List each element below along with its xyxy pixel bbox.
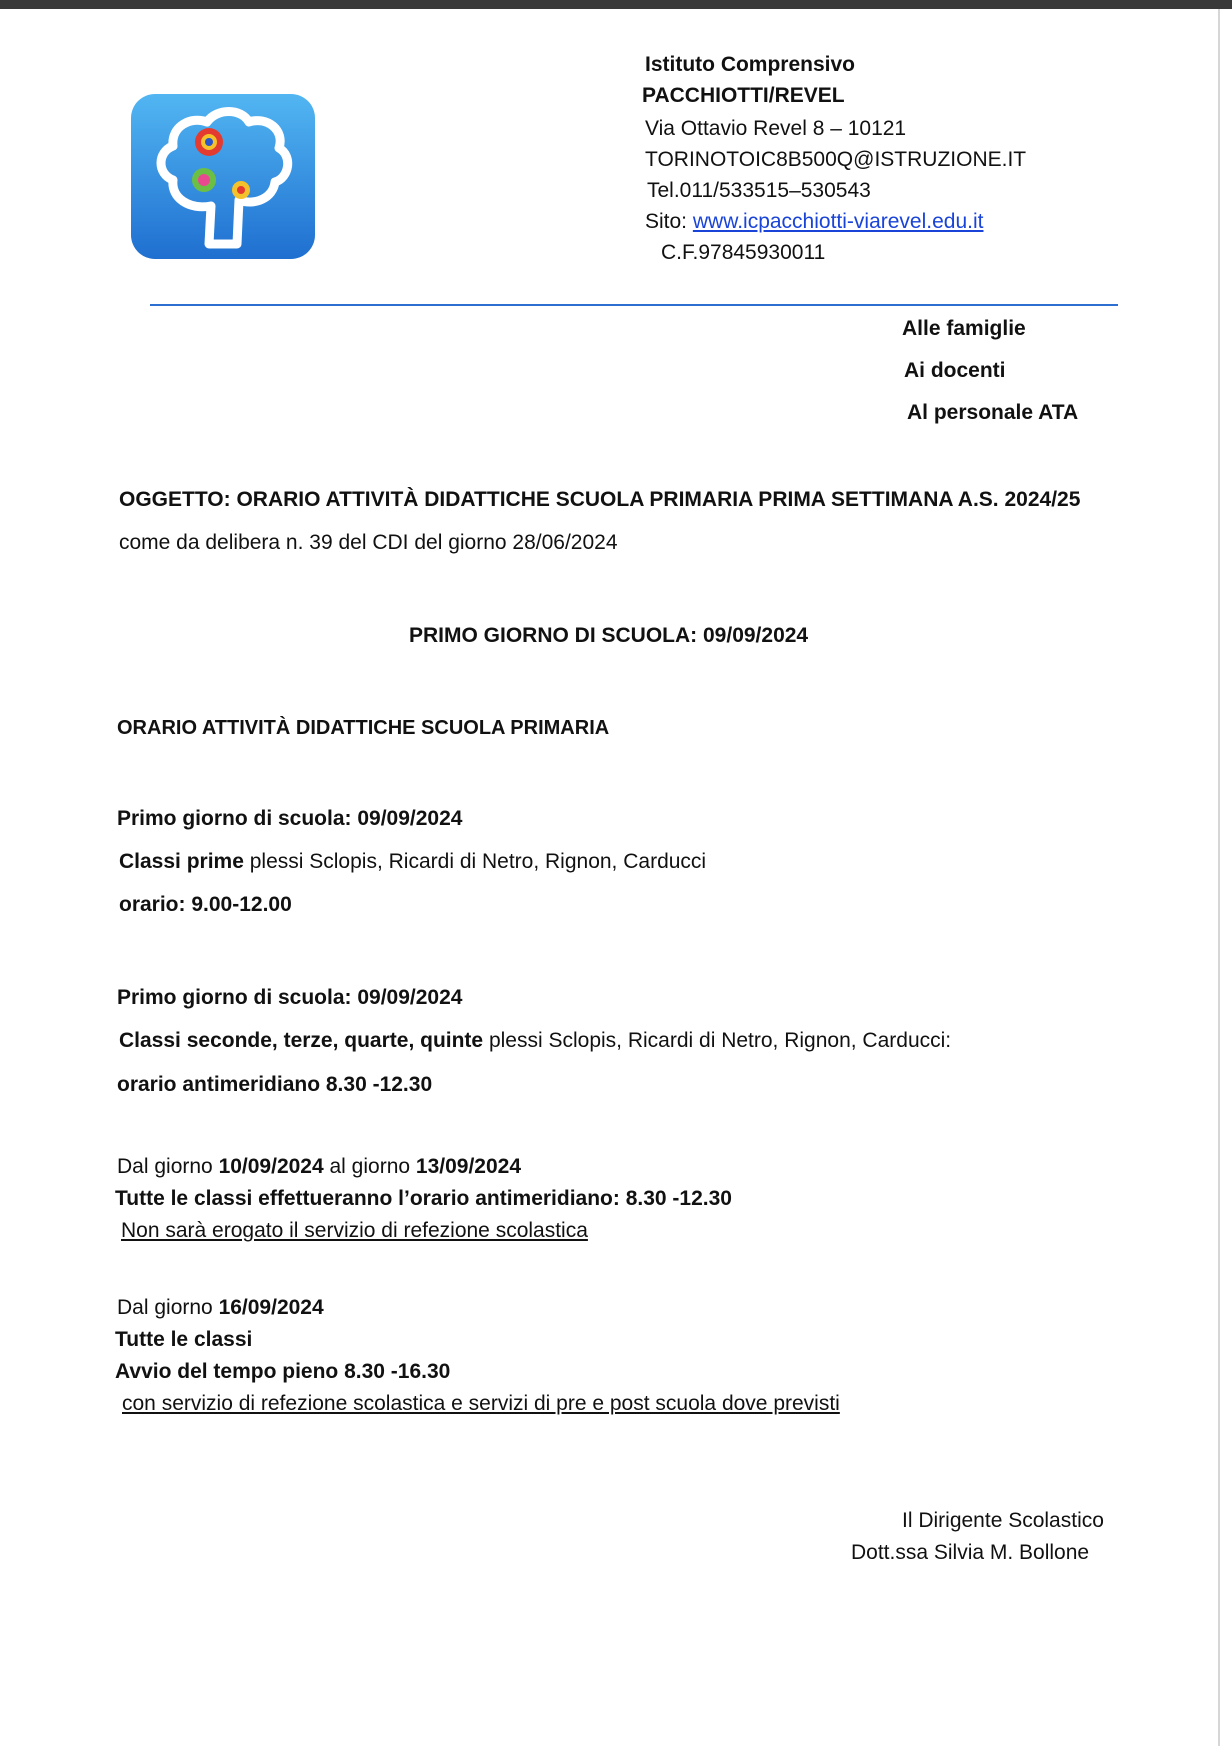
subject-note: come da delibera n. 39 del CDI del giorno 28/06/2024	[119, 531, 618, 554]
header-divider	[150, 304, 1118, 306]
site-link[interactable]: www.icpacchiotti-viarevel.edu.it	[692, 210, 984, 233]
block1-classes-rest: plessi Sclopis, Ricardi di Netro, Rignon, Carducci	[243, 850, 707, 873]
recipient-teachers: Ai docenti	[904, 359, 1006, 382]
institute-address: Via Ottavio Revel 8 – 10121	[645, 117, 907, 140]
recipient-families: Alle famiglie	[902, 317, 1026, 340]
tree-icon	[131, 94, 315, 259]
block3-dates	[117, 1152, 521, 1182]
institute-phone: Tel.011/533515–530543	[647, 179, 871, 202]
recipients	[902, 314, 1078, 440]
first-day-heading: PRIMO GIORNO DI SCUOLA: 09/09/2024	[409, 624, 809, 647]
block1-classes-bold: Classi prime	[119, 850, 244, 873]
block4-classes: Tutte le classi	[115, 1328, 253, 1351]
block4-schedule: Avvio del tempo pieno 8.30 -16.30	[115, 1360, 451, 1383]
fiscal-code: C.F.97845930011	[661, 241, 826, 264]
site-label: Sito:	[645, 210, 693, 233]
block3-note: Non sarà erogato il servizio di refezione scolastica	[121, 1219, 588, 1242]
recipient-ata: Al personale ATA	[907, 401, 1079, 424]
block4-note: con servizio di refezione scolastica e servizi di pre e post scuola dove previsti	[122, 1392, 840, 1415]
block2-classes-bold: Classi seconde, terze, quarte, quinte	[119, 1029, 484, 1052]
block3-date-from: 10/09/2024	[218, 1155, 324, 1178]
document-page	[0, 9, 1218, 1746]
signature-role: Il Dirigente Scolastico	[902, 1509, 1104, 1532]
institute-site	[645, 206, 1026, 237]
window-top-bar	[0, 0, 1232, 9]
block3-prefix: Dal giorno	[117, 1155, 219, 1178]
institute-header	[642, 49, 1027, 268]
block1-classes	[119, 847, 706, 877]
institute-email: TORINOTOIC8B500Q@ISTRUZIONE.IT	[645, 148, 1027, 171]
block3-middle: al giorno	[323, 1155, 416, 1178]
block2-classes	[119, 1026, 951, 1056]
block2-classes-rest: plessi Sclopis, Ricardi di Netro, Rignon, Carducci:	[483, 1029, 952, 1052]
block1-schedule: orario: 9.00-12.00	[119, 893, 292, 916]
institute-name: Istituto Comprensivo	[645, 53, 856, 76]
page-right-edge	[1218, 9, 1220, 1746]
subject-title: OGGETTO: ORARIO ATTIVITÀ DIDATTICHE SCUOLA PRIMARIA PRIMA SETTIMANA A.S. 2024/25	[119, 488, 1081, 511]
section-heading: ORARIO ATTIVITÀ DIDATTICHE SCUOLA PRIMARIA	[117, 717, 610, 739]
institute-name-2: PACCHIOTTI/REVEL	[642, 84, 845, 107]
block3-classes: Tutte le classi effettueranno l’orario antimeridiano: 8.30 -12.30	[115, 1187, 732, 1210]
signature-name: Dott.ssa Silvia M. Bollone	[851, 1541, 1090, 1564]
block2-schedule: orario antimeridiano 8.30 -12.30	[117, 1073, 433, 1096]
block1-title: Primo giorno di scuola: 09/09/2024	[117, 807, 463, 830]
block2-title: Primo giorno di scuola: 09/09/2024	[117, 986, 463, 1009]
block4-prefix: Dal giorno	[117, 1296, 219, 1319]
block4-dates	[117, 1293, 324, 1323]
block4-date-from: 16/09/2024	[218, 1296, 324, 1319]
block3-date-to: 13/09/2024	[415, 1155, 522, 1178]
